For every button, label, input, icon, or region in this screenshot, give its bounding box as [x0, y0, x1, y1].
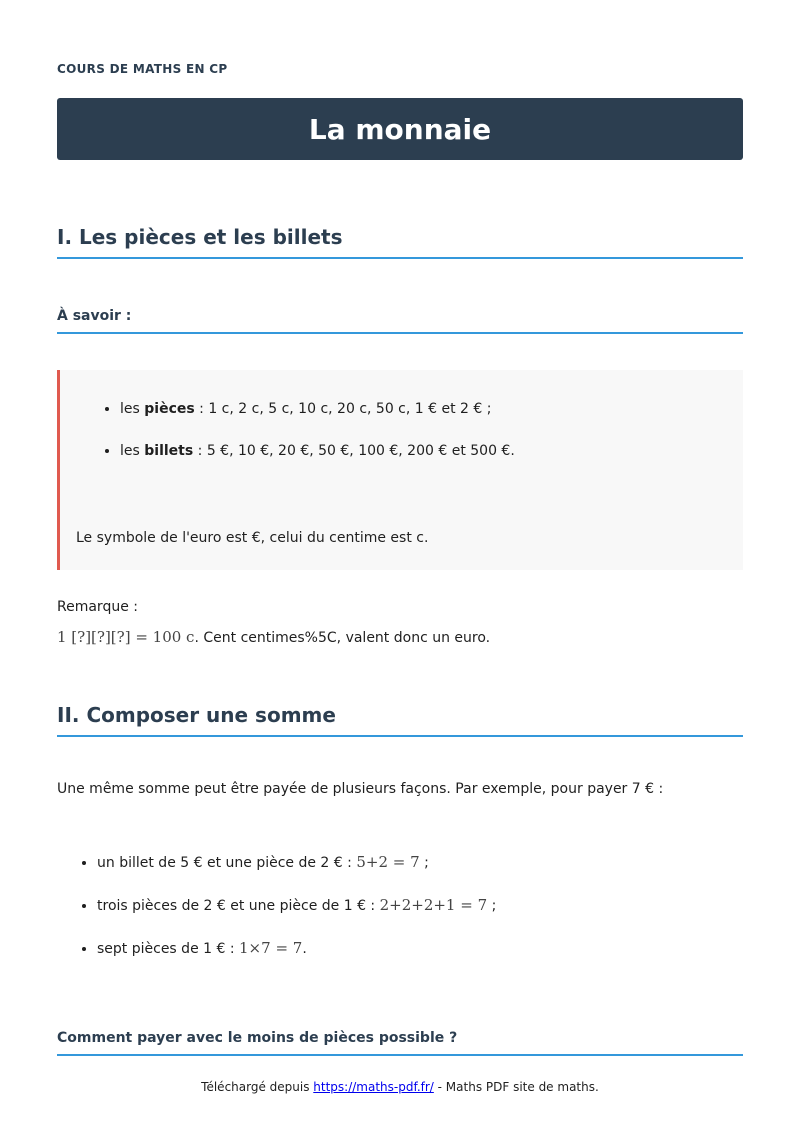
page-title: La monnaie [308, 112, 492, 146]
a-savoir-heading: À savoir : [57, 308, 743, 334]
list-item [97, 852, 496, 873]
item-text: trois pièces de 2 € et une pièce de 1 € : [97, 898, 380, 914]
payment-list [81, 852, 496, 981]
section-2-intro: Une même somme peut être payée de plusieurs façons. Par exemple, pour payer 7 € : [57, 781, 664, 797]
footer [0, 1080, 800, 1094]
footer-suffix: - Maths PDF site de maths. [433, 1080, 599, 1094]
item-math: 2+2+2+1 = 7 [379, 896, 488, 914]
coins-prefix: les [120, 401, 145, 417]
course-label: COURS DE MATHS EN CP [57, 62, 228, 76]
info-box [57, 370, 743, 570]
remark-line [57, 628, 490, 646]
section-1-title: I. Les pièces et les billets [57, 225, 743, 259]
item-math: 5+2 = 7 [356, 853, 420, 871]
money-list [102, 400, 515, 484]
remark-text: . Cent centimes%5C, valent donc un euro. [194, 630, 491, 646]
question-heading: Comment payer avec le moins de pièces possible ? [57, 1030, 743, 1056]
item-suffix: ; [487, 898, 497, 914]
list-item [97, 938, 496, 959]
coins-bold: pièces [144, 401, 195, 417]
section-2-title: II. Composer une somme [57, 703, 743, 737]
bills-prefix: les [120, 443, 145, 459]
list-item [97, 895, 496, 916]
bills-bold: billets [144, 443, 194, 459]
item-math: 1×7 = 7 [239, 939, 303, 957]
list-item-coins [120, 400, 515, 418]
item-text: sept pièces de 1 € : [97, 941, 240, 957]
footer-prefix: Téléchargé depuis [201, 1080, 314, 1094]
title-banner [57, 98, 743, 160]
item-suffix: . [302, 941, 307, 957]
item-suffix: ; [419, 855, 429, 871]
coins-text: : 1 c, 2 c, 5 c, 10 c, 20 c, 50 c, 1 € et 2 € ; [194, 401, 492, 417]
list-item-bills [120, 442, 515, 460]
bills-text: : 5 €, 10 €, 20 €, 50 €, 100 €, 200 € et 500 €. [193, 443, 515, 459]
remark-math: 1 [?][?][?] = 100 c [57, 628, 195, 646]
footer-link[interactable]: https://maths-pdf.fr/ [313, 1080, 434, 1094]
symbol-note: Le symbole de l'euro est €, celui du centime est c. [76, 530, 429, 546]
item-text: un billet de 5 € et une pièce de 2 € : [97, 855, 357, 871]
remark-label: Remarque : [57, 599, 138, 615]
